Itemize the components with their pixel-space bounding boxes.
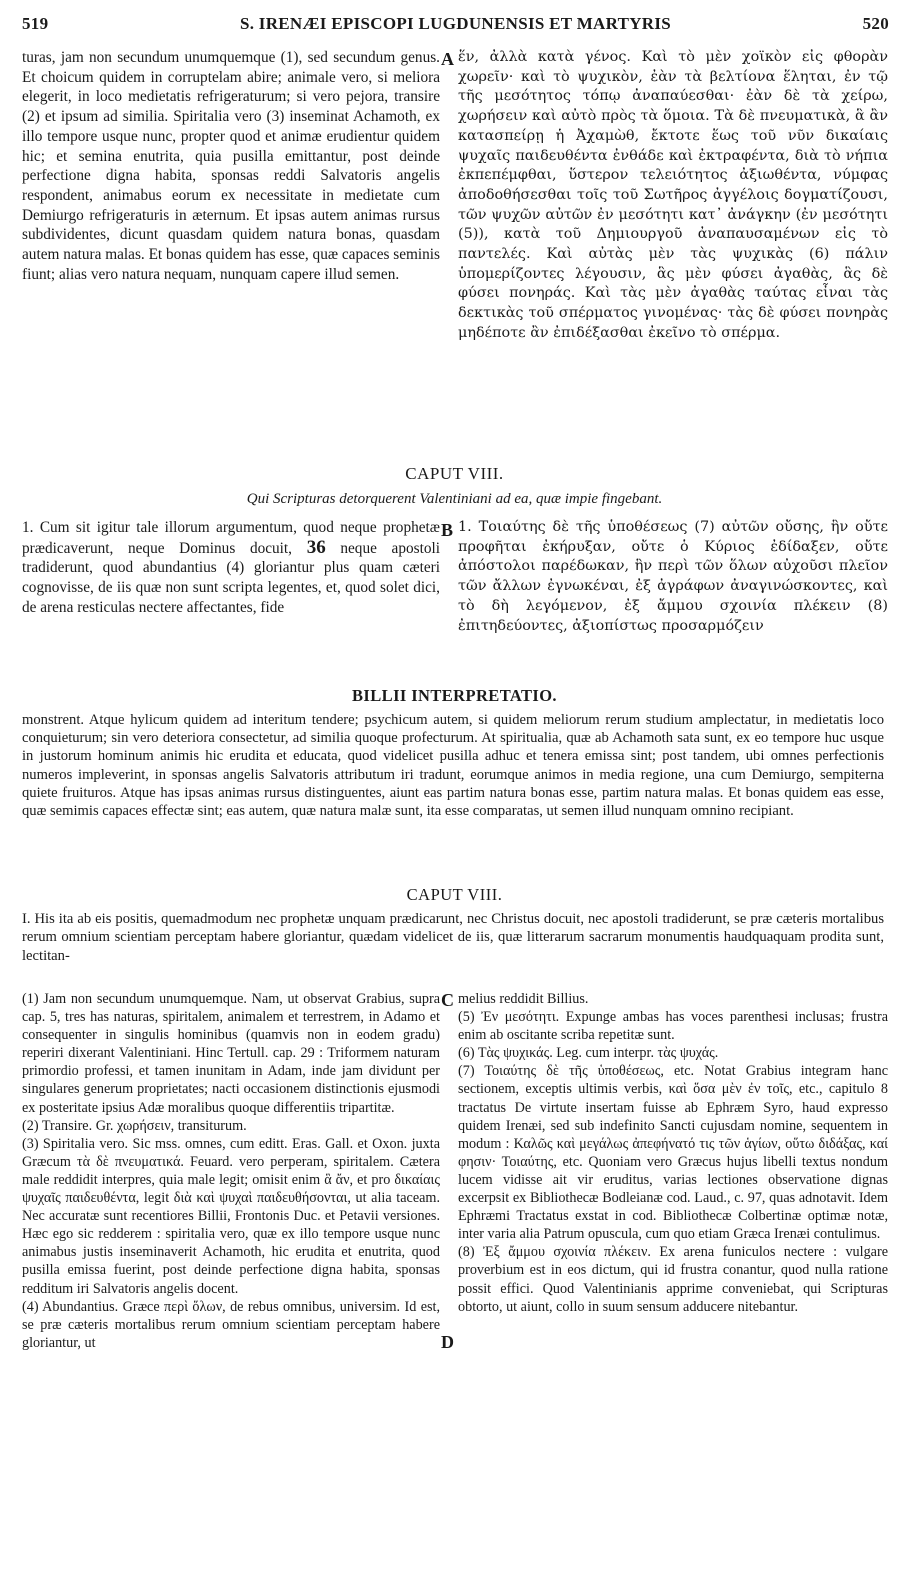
latin-column-top: turas, jam non secundum unumquemque (1), sed secundum genus. Et choicum quidem in corruptelam abire; animale vero, si meliora elegerit, in loco medietatis refrigeraturum; si vero pejora, transire (2) et ipsum ad similia. Spiritalia vero (3) inseminat Achamoth, ex illo tempore usque nunc, propter quod et animæ erudientur quidem hic; et semina enutrita, quia pusilla emittantur, post deinde perfectione digna habita, sponsas reddi Salvatoris angelis respondent, animabus eorum ex necessitate in medietate cum Demiurgo refrigeraturis in æternum. Et ipsas autem animas rursus subdividentes, dicunt quasdam quidem natura bonas, quasdam autem natura malas. Et bonas quidem has esse, quæ capaces seminis fiunt; alias vero natura nequam, nunquam capere illud semen.: [22, 49, 440, 283]
chapter-heading-2: CAPUT VIII.: [406, 885, 503, 904]
footnote: melius reddidit Billius.: [458, 991, 589, 1007]
footnote: (2) Transire. Gr. χωρήσειν, transiturum.: [22, 1117, 247, 1134]
chapter-subtitle: Qui Scripturas detorquerent Valentiniani ad ea, quæ impie fingebant.: [246, 491, 663, 507]
billii-heading: BILLII INTERPRETATIO.: [352, 686, 557, 705]
chapter-heading: CAPUT VIII.: [405, 464, 504, 483]
footnote: (5) Ἐν μεσότητι. Expunge ambas has voces parenthesi inclusas; frustra enim ab oscitante scriba repetitæ sunt.: [458, 1009, 888, 1044]
page-number-right: 520: [862, 14, 889, 33]
latin-column-section-1: [22, 518, 440, 618]
footnote: (3) Spiritalia vero. Sic mss. omnes, cum editt. Eras. Gall. et Oxon. juxta Græcum τὰ δὲ πνευματικά. Feuard. vero perperam, spiritalem. Cætera male reddidit interpres, quia male legit; omisit enim ἃ ἄν, et pro δικαίαις ψυχαῖς παιδευθέντα, legit διὰ καὶ ψυχαὶ παιδευθήσονται, ut alia taceam. Nec accuratæ sunt recentiores Billii, Frontonis Duc. et Petavii versiones. Hæc ego sic redderem : spiritalia vero, quæ ex illo tempore usque nunc animabus justis inseminaverit Achamoth, hic erudita et enutrita, quod pusilla emissa fuerint, post deinde perfectione digna habita, sponsas redditum iri Salvatoris angelis docent.: [22, 1135, 440, 1297]
margin-marker-d: D: [441, 1332, 454, 1352]
page-number-left: 519: [22, 14, 49, 33]
footnote: (4) Abundantius. Græce περὶ ὅλων, de rebus omnibus, universim. Id est, se præ cæteris mortalibus rerum omnium scientiam perceptam habere gloriantur, ut: [22, 1298, 440, 1351]
billii-interpretation: monstrent. Atque hylicum quidem ad interitum tendere; psychicum autem, si quidem meliorum rerum studium amplectatur, in medietatis loco conquieturum; sin vero deteriora consectetur, ad similia quoque profecturum. At spiritualia, quæ ab Achamoth sata sunt, ex eo tempore huc usque in justorum hominum animis hic erudita et educata, quod videlicet pusilla adhuc et tenera emissa sint; post tandem, ubi omnes perfectionis numeros impleverint, in sponsas angelis Salvatoris attributum iri tradunt, eorumque animos in media regione, una cum Demiurgo, sempiterna quiete fruituros. Atque has ipsas animas rursus distinguentes, aiunt eas partim natura bonas esse, partim natura malas. Et bonas quidem eas esse, quæ semimis capaces effectæ sint; eas autem, quæ natura malæ sunt, ita esse comparatas, ut semen illud nunquam omnino recipiant.: [22, 712, 884, 820]
chapter-8-text: I. His ita ab eis positis, quemadmodum nec prophetæ unquam prædicarunt, nec Christus docuit, nec apostoli tradiderunt, se præ cæteris mortalibus rerum omnium scientiam perceptam habere gloriantur, quædam videlicet de iis, quæ litterarum sacrarum monumentis haudquaquam prodita sunt, lectitan-: [22, 911, 884, 964]
margin-marker-c: C: [441, 990, 454, 1010]
running-title: S. IRENÆI EPISCOPI LUGDUNENSIS ET MARTYRIS: [239, 14, 672, 33]
footnote: (8) Ἐξ ἄμμου σχοινία πλέκειν. Ex arena funiculos nectere : vulgare proverbium est in eos dictum, qui id frustra conantur, quod nulla ratione possit effici. Quod Valentinianis apprime conveniebat, qui Scripturas obtorto, ut aiunt, collo in suum sensum adducere nitebantur.: [458, 1244, 888, 1315]
footnotes-right: [458, 990, 888, 1316]
margin-marker-b: B: [441, 520, 454, 540]
footnotes-left: [22, 990, 440, 1352]
running-header: [22, 14, 889, 40]
margin-marker-a: A: [441, 49, 454, 69]
greek-column-top: ἕν, ἀλλὰ κατὰ γένος. Καὶ τὸ μὲν χοϊκὸν εἰς φθορὰν χωρεῖν· καὶ τὸ ψυχικὸν, ἐὰν τὰ βελτίονα ἕληται, ἐν τῷ τῆς μεσότητος τόπῳ ἀναπαύεσθαι· ἐὰν δὲ τὰ χείρω, χωρήσειν καὶ αὐτὸ πρὸς τὰ ὅμοια. Τὰ δὲ πνευματικὰ, ἃ ἂν κατασπείρῃ ἡ Ἀχαμὼθ, ἔκτοτε ἕως τοῦ νῦν δικαίαις ψυχαῖς παιδευθέντα ἐνθάδε καὶ ἐκτραφέντα, διὰ τὸ νήπια ἐκπεπέμφθαι, ὕστερον τελειότητος ἀξιωθέντα, νύμφας ἀποδοθήσεσθαι τοῖς τοῦ Σωτῆρος ἀγγέλοις δογματίζουσι, τῶν ψυχῶν αὐτῶν ἐν μεσότητι κατ᾽ ἀνάγκην (ἐν μεσότητι (5)), κατὰ τοῦ Δημιουργοῦ ἀναπαυσαμένων εἰς τὸ παντελές. Καὶ αὐτὰς μὲν τὰς ψυχικὰς (6) πάλιν ὑπομερίζοντες λέγουσιν, ἃς μὲν φύσει ἀγαθὰς, ἃς δὲ φύσει πονηράς. Καὶ τὰς μὲν ἀγαθὰς ταύτας εἶναι τὰς δεκτικὰς τοῦ σπέρματος γινομένας· τὰς δὲ φύσει πονηρὰς μηδέποτε ἂν ἐπιδέξασθαι ἐκεῖνο τὸ σπέρμα.: [458, 49, 888, 341]
latin-section-1-part-a: 1. Cum sit igitur tale illorum argumentum, quod neque prophetæ prædicaverunt, neque Dominus docuit,: [22, 519, 440, 557]
footnote: (7) Τοιαύτης δὲ τῆς ὑποθέσεως, etc. Notat Grabius integram hanc sectionem, exceptis ultimis verbis, καὶ ὅσα μὲν ἐν τοῖς, etc., capitulo 8 tractatus De virtute insertam fuisse ab Ephræm Syro, haud expresso quidem Irenæi, sed sub indefinito Sancti cujusdam nomine, sequentem in modum : Καλῶς καὶ μεγάλως ἀπεφήνατό τις τῶν ἁγίων, οὕτω διδάξας, καί φησιν· Τοιαύτης, etc. Quoniam vero Græcus hujus libelli textus nondum lucem vidisse ait vir eruditus, varias lectiones observatione dignas excerpsit ex Bibliothecæ Bodleianæ cod. Laud., c. 97, quas adnotavit. Idem Ephræmi Tractatus exstat in cod. Bibliothecæ Colbertinæ optimæ notæ, inter varia alia Patrum opuscula, cum quo etiam Græca Irenæi contulimus.: [458, 1063, 888, 1243]
latin-section-1-part-b: neque apostoli tradiderunt, quod abundantius (4) gloriantur plus quam cæteri cognovisse, de iis quæ non sunt scripta legentes, et, quod solet dici, de arena resticulas nectere affectantes, fide: [22, 539, 440, 616]
footnote: (1) Jam non secundum unumquemque. Nam, ut observat Grabius, supra cap. 5, tres has naturas, spiritalem, animalem et terrestrem, in Adamo et consequenter in singulis hominibus (quamvis non in eodem gradu) reperiri dixerant Valentiniani. Hinc Tertull. cap. 29 : Triformem naturam primordio professi, et tamen inunitam in Adam, inde jam dividunt per singulares generum proprietates; nacti occasionem distinctionis ejusmodi ex posteritate ipsius Adæ moralibus quoque differentiis tripartitæ.: [22, 991, 440, 1116]
greek-column-section-1: 1. Τοιαύτης δὲ τῆς ὑποθέσεως (7) αὐτῶν οὔσης, ἣν οὔτε προφῆται ἐκήρυξαν, οὔτε ὁ Κύριος ἐδίδαξεν, οὔτε ἀπόστολοι παρέδωκαν, ἣν περὶ τῶν ὅλων αὐχοῦσι πλεῖον τῶν ἄλλων ἐγνωκέναι, ἐξ ἀγράφων ἀναγινώσκοντες, καὶ τὸ δὴ λεγόμενον, ἐξ ἄμμου σχοινία πλέκειν (8) ἐπιτηδεύοντες, ἀξιοπίστως προσαρμόζειν: [458, 519, 888, 634]
footnote: (6) Τὰς ψυχικάς. Leg. cum interpr. τὰς ψυχάς.: [458, 1045, 719, 1062]
column-number: 36: [306, 536, 326, 558]
